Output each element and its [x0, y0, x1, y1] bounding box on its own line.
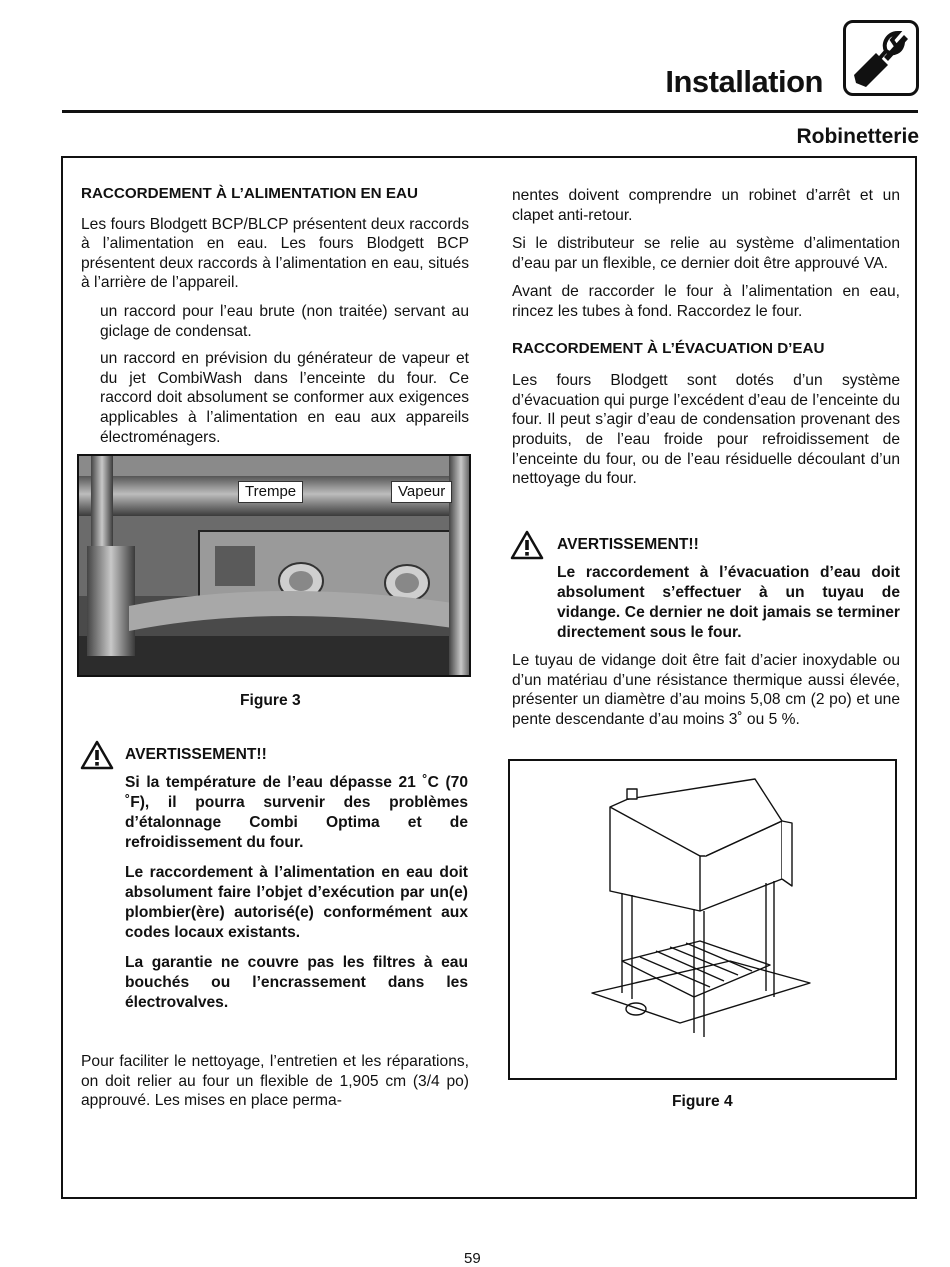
- flexible-hose-paragraph: Pour faciliter le nettoyage, l’entretien et les réparations, on doit relier au four un flexible de 1,905 cm (3/4 po) approuvé. Les mises en place perma-: [81, 1053, 469, 1110]
- drain-pipe-spec-paragraph: Le tuyau de vidange doit être fait d’acier inoxydable ou d’un matériau d’une résistance thermique aussi élevée, présenter un diamètre d’au moins 5,08 cm (2 po) et une pente descendante d’au moins 3˚ ou 5 %.: [512, 652, 900, 728]
- left-column: [81, 184, 469, 455]
- trempe-label: Trempe: [238, 481, 303, 503]
- water-supply-heading: RACCORDEMENT À L’ALIMENTATION EN EAU: [81, 185, 418, 202]
- va-approved-paragraph: Si le distributeur se relie au système d’alimentation d’eau par un flexible, ce dernier doit être approuvé VA.: [512, 235, 900, 272]
- raw-water-item: un raccord pour l’eau brute (non traitée) servant au giclage de condensat.: [100, 302, 469, 340]
- warning-temperature: Si la température de l’eau dépasse 21 ˚C (70 ˚F), il pourra survenir des problèmes d’étalonnage Combi Optima et de refroidissement du four.: [125, 774, 468, 851]
- warning-plumber: Le raccordement à l’alimentation en eau doit absolument faire l’objet d’exécution par un(e) plombier(ère) autorisé(e) conformément aux codes locaux existants.: [125, 864, 468, 941]
- title-rule: [62, 110, 918, 113]
- wrench-screwdriver-icon: [843, 20, 919, 96]
- drain-heading: RACCORDEMENT À L’ÉVACUATION D’EAU: [512, 339, 825, 357]
- right-column: [512, 186, 900, 498]
- drain-warning: [510, 530, 902, 645]
- figure-4-drawing: [508, 759, 897, 1080]
- water-supply-warning: [80, 740, 472, 1020]
- figure-3-photo: [77, 454, 471, 677]
- warning-triangle-icon: [510, 530, 544, 560]
- water-supply-intro: Les fours Blodgett BCP/BLCP présentent deux raccords à l’alimentation en eau. Les fours Blodgett BCP présentent deux raccords à l’alimentation en eau, situés à l’arrière de l’appareil.: [81, 215, 469, 292]
- figure-4-caption: Figure 4: [672, 1093, 733, 1110]
- warning-warranty: La garantie ne couvre pas les filtres à eau bouchés ou l’encrassement dans les électrovalves.: [125, 954, 468, 1011]
- vapeur-label: Vapeur: [391, 481, 452, 503]
- figure-3-caption: Figure 3: [240, 692, 301, 709]
- drain-system-paragraph: Les fours Blodgett sont dotés d’un système d’évacuation qui purge l’excédent d’eau de l’enceinte du four. Il peut s’agir d’eau de condensation provenant des produits, de l’eau froide pour refroidissement de l’enceinte du four, ou de l’eau résiduelle découlant d’un nettoyage du four.: [512, 372, 900, 488]
- page-title: Installation: [665, 64, 823, 99]
- page-number: 59: [464, 1250, 481, 1267]
- warning-triangle-icon: [80, 740, 114, 770]
- section-title: Robinetterie: [796, 125, 919, 148]
- warning-title: AVERTISSEMENT!!: [557, 536, 699, 553]
- flush-pipes-paragraph: Avant de raccorder le four à l’alimentation en eau, rincez les tubes à fond. Raccordez le four.: [512, 283, 900, 320]
- shutoff-valve-paragraph: nentes doivent comprendre un robinet d’arrêt et un clapet anti-retour.: [512, 187, 900, 224]
- warning-title: AVERTISSEMENT!!: [125, 746, 267, 763]
- warning-drain-pipe: Le raccordement à l’évacuation d’eau doit absolument s’effectuer à un tuyau de vidange. Ce dernier ne doit jamais se terminer directement sous le four.: [557, 564, 900, 641]
- steam-water-item: un raccord en prévision du générateur de vapeur et du jet CombiWash dans l’enceinte du four. Ce raccord doit absolument se conformer aux exigences applicables à l’alimentation en eau aux appareils électroménagers.: [100, 350, 469, 446]
